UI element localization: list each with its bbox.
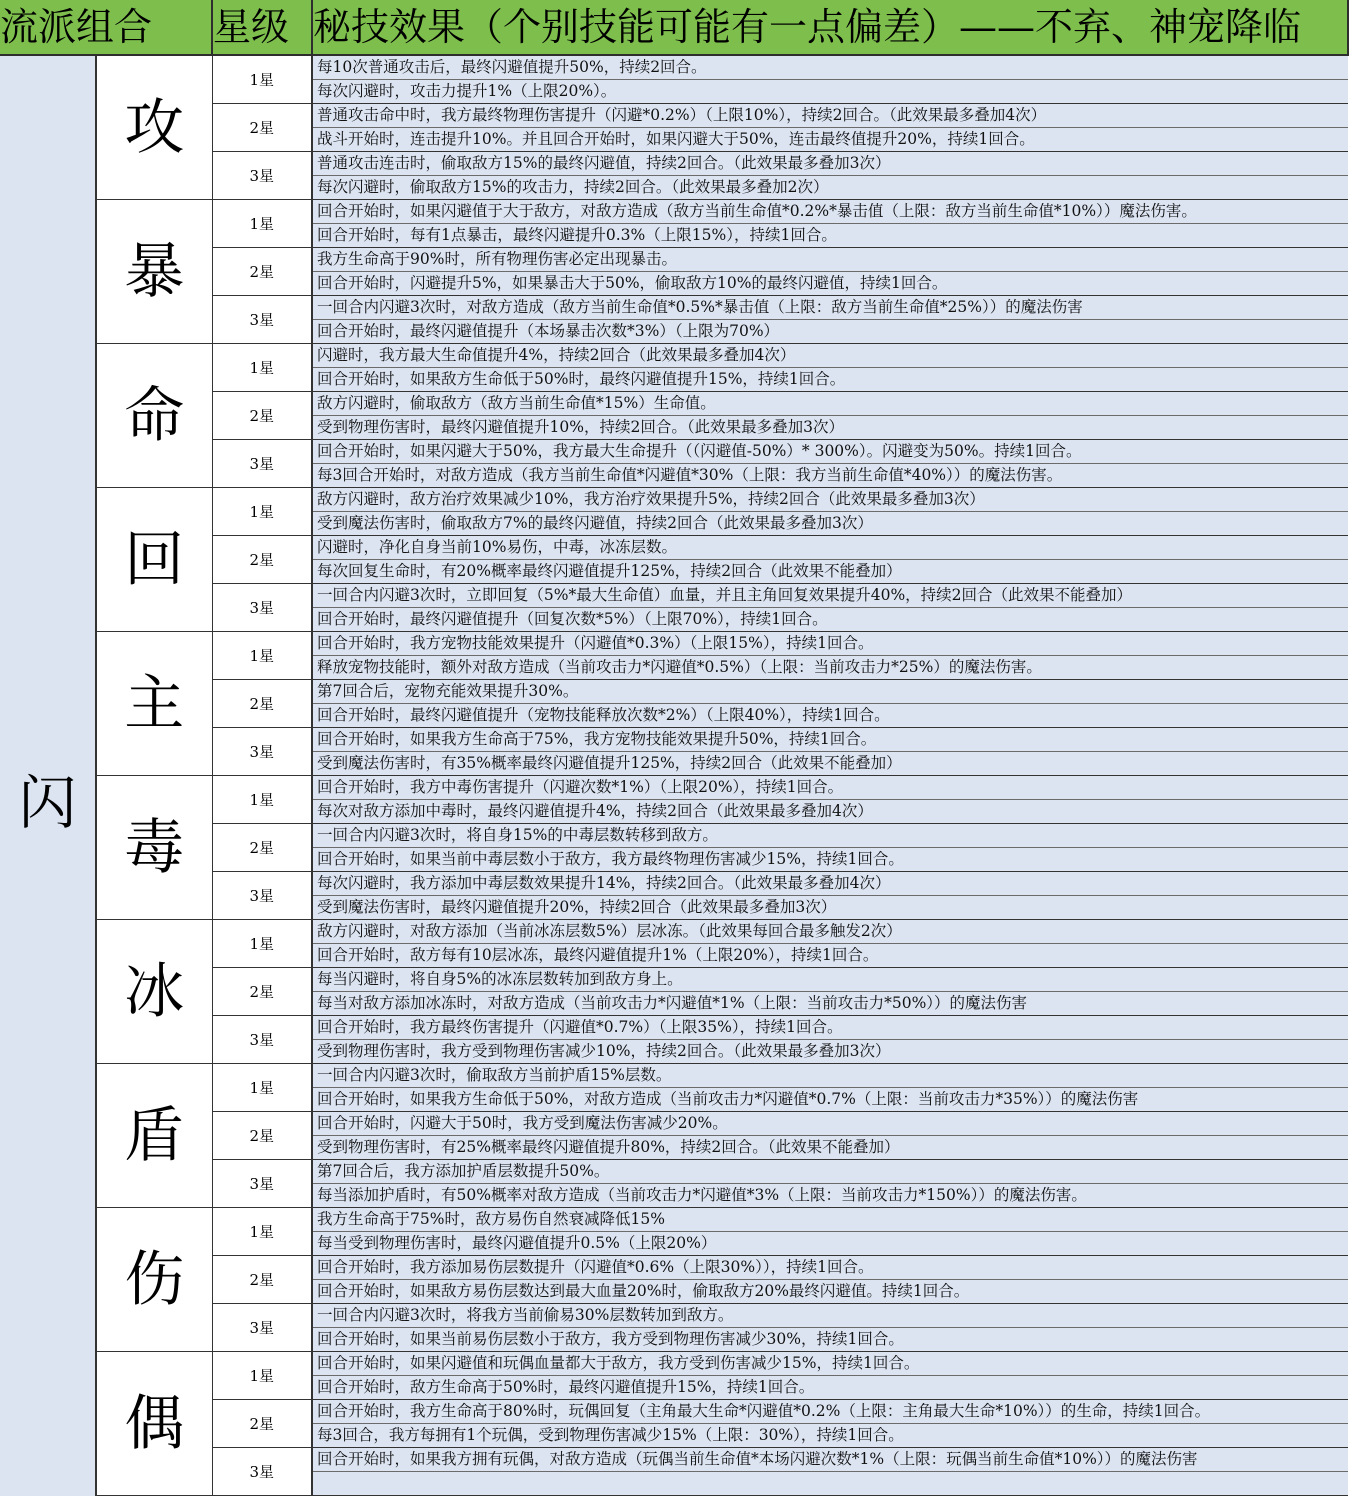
star-level-cell: 2星 bbox=[212, 1400, 312, 1448]
effect-cell: 敌方闪避时，偷取敌方（敌方当前生命值*15%）生命值。 bbox=[312, 392, 1348, 416]
star-level-cell: 2星 bbox=[212, 824, 312, 872]
star-level-cell: 1星 bbox=[212, 1352, 312, 1400]
table-row bbox=[0, 200, 1348, 224]
star-level-cell: 1星 bbox=[212, 488, 312, 536]
subgroup-cell bbox=[96, 776, 212, 920]
star-level-cell: 2星 bbox=[212, 104, 312, 152]
effect-cell: 每3回合开始时，对敌方造成（我方当前生命值*闪避值*30%（上限：我方当前生命值*40%））的魔法伤害。 bbox=[312, 464, 1348, 488]
header-star: 星级 bbox=[212, 0, 312, 55]
table-row bbox=[0, 776, 1348, 800]
header-effect: 秘技效果（个别技能可能有一点偏差）——不弃、神宠降临 bbox=[312, 0, 1348, 55]
effect-cell: 每3回合，我方每拥有1个玩偶，受到物理伤害减少15%（上限：30%），持续1回合。 bbox=[312, 1424, 1348, 1448]
category-label: 闪 bbox=[18, 769, 77, 837]
effect-cell: 受到魔法伤害时，有35%概率最终闪避值提升125%，持续2回合（此效果不能叠加） bbox=[312, 752, 1348, 776]
subgroup-cell bbox=[96, 632, 212, 776]
table-row bbox=[0, 632, 1348, 656]
effect-cell: 回合开始时，如果我方生命高于75%，我方宠物技能效果提升50%，持续1回合。 bbox=[312, 728, 1348, 752]
star-level-cell: 3星 bbox=[212, 152, 312, 200]
effect-cell: 回合开始时，最终闪避值提升（回复次数*5%）（上限70%），持续1回合。 bbox=[312, 608, 1348, 632]
effect-cell: 回合开始时，最终闪避值提升（宠物技能释放次数*2%）（上限40%），持续1回合。 bbox=[312, 704, 1348, 728]
table-row bbox=[0, 55, 1348, 80]
effect-cell: 受到魔法伤害时，最终闪避值提升20%，持续2回合（此效果最多叠加3次） bbox=[312, 896, 1348, 920]
star-level-cell: 3星 bbox=[212, 1016, 312, 1064]
star-level-cell: 3星 bbox=[212, 728, 312, 776]
effect-cell: 一回合内闪避3次时，将我方当前偷易30%层数转加到敌方。 bbox=[312, 1304, 1348, 1328]
effect-cell: 每次闪避时，我方添加中毒层数效果提升14%，持续2回合。（此效果最多叠加4次） bbox=[312, 872, 1348, 896]
subgroup-label: 攻 bbox=[124, 92, 185, 163]
effect-cell: 受到物理伤害时，有25%概率最终闪避值提升80%，持续2回合。（此效果不能叠加） bbox=[312, 1136, 1348, 1160]
effect-cell: 受到魔法伤害时，偷取敌方7%的最终闪避值，持续2回合（此效果最多叠加3次） bbox=[312, 512, 1348, 536]
subgroup-label: 命 bbox=[124, 380, 185, 451]
effect-cell: 回合开始时，我方最终伤害提升（闪避值*0.7%）（上限35%），持续1回合。 bbox=[312, 1016, 1348, 1040]
subgroup-cell bbox=[96, 488, 212, 632]
star-level-cell: 1星 bbox=[212, 344, 312, 392]
effect-cell: 回合开始时，我方生命高于80%时，玩偶回复（主角最大生命*闪避值*0.2%（上限：主角最大生命*10%））的生命，持续1回合。 bbox=[312, 1400, 1348, 1424]
effect-cell: 我方生命高于75%时，敌方易伤自然衰减降低15% bbox=[312, 1208, 1348, 1232]
star-level-cell: 1星 bbox=[212, 200, 312, 248]
effect-cell: 一回合内闪避3次时，将自身15%的中毒层数转移到敌方。 bbox=[312, 824, 1348, 848]
table-row bbox=[0, 488, 1348, 512]
subgroup-cell bbox=[96, 1208, 212, 1352]
star-level-cell: 3星 bbox=[212, 584, 312, 632]
table-row bbox=[0, 344, 1348, 368]
table-row bbox=[0, 1208, 1348, 1232]
subgroup-label: 暴 bbox=[124, 236, 185, 307]
effect-cell: 每次回复生命时，有20%概率最终闪避值提升125%，持续2回合（此效果不能叠加） bbox=[312, 560, 1348, 584]
effect-cell: 敌方闪避时，敌方治疗效果减少10%，我方治疗效果提升5%，持续2回合（此效果最多叠加3次） bbox=[312, 488, 1348, 512]
effect-cell: 每次对敌方添加中毒时，最终闪避值提升4%，持续2回合（此效果最多叠加4次） bbox=[312, 800, 1348, 824]
effect-cell bbox=[312, 1472, 1348, 1496]
subgroup-label: 毒 bbox=[124, 812, 185, 883]
effect-cell: 回合开始时，敌方生命高于50%时，最终闪避值提升15%，持续1回合。 bbox=[312, 1376, 1348, 1400]
subgroup-label: 冰 bbox=[124, 956, 185, 1027]
table-row bbox=[0, 1352, 1348, 1376]
subgroup-label: 主 bbox=[124, 668, 185, 739]
star-level-cell: 1星 bbox=[212, 1064, 312, 1112]
star-level-cell: 3星 bbox=[212, 440, 312, 488]
subgroup-cell bbox=[96, 55, 212, 200]
effect-cell: 回合开始时，如果闪避大于50%，我方最大生命提升（（闪避值-50%）* 300%）。闪避变为50%。持续1回合。 bbox=[312, 440, 1348, 464]
effect-cell: 受到物理伤害时，我方受到物理伤害减少10%，持续2回合。（此效果最多叠加3次） bbox=[312, 1040, 1348, 1064]
effect-cell: 回合开始时，如果我方拥有玩偶，对敌方造成（玩偶当前生命值*本场闪避次数*1%（上限：玩偶当前生命值*10%））的魔法伤害 bbox=[312, 1448, 1348, 1472]
effect-cell: 每次闪避时，偷取敌方15%的攻击力，持续2回合。（此效果最多叠加2次） bbox=[312, 176, 1348, 200]
subgroup-cell bbox=[96, 920, 212, 1064]
effect-cell: 战斗开始时，连击提升10%。并且回合开始时，如果闪避大于50%，连击最终值提升20%，持续1回合。 bbox=[312, 128, 1348, 152]
effect-cell: 每当闪避时，将自身5%的冰冻层数转加到敌方身上。 bbox=[312, 968, 1348, 992]
star-level-cell: 2星 bbox=[212, 248, 312, 296]
star-level-cell: 2星 bbox=[212, 1112, 312, 1160]
effect-cell: 回合开始时，如果当前易伤层数小于敌方，我方受到物理伤害减少30%，持续1回合。 bbox=[312, 1328, 1348, 1352]
effect-cell: 回合开始时，如果当前中毒层数小于敌方，我方最终物理伤害减少15%，持续1回合。 bbox=[312, 848, 1348, 872]
effect-cell: 闪避时，我方最大生命值提升4%，持续2回合（此效果最多叠加4次） bbox=[312, 344, 1348, 368]
effect-cell: 回合开始时，如果闪避值和玩偶血量都大于敌方，我方受到伤害减少15%，持续1回合。 bbox=[312, 1352, 1348, 1376]
header-category: 流派组合 bbox=[0, 0, 212, 55]
effect-cell: 回合开始时，如果我方生命低于50%，对敌方造成（当前攻击力*闪避值*0.7%（上限：当前攻击力*35%））的魔法伤害 bbox=[312, 1088, 1348, 1112]
effect-cell: 每当对敌方添加冰冻时，对敌方造成（当前攻击力*闪避值*1%（上限：当前攻击力*50%））的魔法伤害 bbox=[312, 992, 1348, 1016]
effect-cell: 一回合内闪避3次时，偷取敌方当前护盾15%层数。 bbox=[312, 1064, 1348, 1088]
effect-cell: 每次闪避时，攻击力提升1%（上限20%）。 bbox=[312, 80, 1348, 104]
star-level-cell: 2星 bbox=[212, 536, 312, 584]
effect-cell: 回合开始时，闪避大于50时，我方受到魔法伤害减少20%。 bbox=[312, 1112, 1348, 1136]
table-row bbox=[0, 920, 1348, 944]
effect-cell: 普通攻击命中时，我方最终物理伤害提升（闪避*0.2%）（上限10%），持续2回合。（此效果最多叠加4次） bbox=[312, 104, 1348, 128]
effect-cell: 释放宠物技能时，额外对敌方造成（当前攻击力*闪避值*0.5%）（上限：当前攻击力*25%）的魔法伤害。 bbox=[312, 656, 1348, 680]
effect-cell: 一回合内闪避3次时，对敌方造成（敌方当前生命值*0.5%*暴击值（上限：敌方当前生命值*25%））的魔法伤害 bbox=[312, 296, 1348, 320]
category-cell bbox=[0, 55, 96, 1496]
star-level-cell: 3星 bbox=[212, 296, 312, 344]
subgroup-label: 偶 bbox=[124, 1388, 185, 1459]
star-level-cell: 2星 bbox=[212, 968, 312, 1016]
effect-cell: 回合开始时，我方添加易伤层数提升（闪避值*0.6%（上限30%）），持续1回合。 bbox=[312, 1256, 1348, 1280]
effect-cell: 回合开始时，如果闪避值于大于敌方，对敌方造成（敌方当前生命值*0.2%*暴击值（上限：敌方当前生命值*10%））魔法伤害。 bbox=[312, 200, 1348, 224]
subgroup-cell bbox=[96, 344, 212, 488]
effect-cell: 每当添加护盾时，有50%概率对敌方造成（当前攻击力*闪避值*3%（上限：当前攻击力*150%））的魔法伤害。 bbox=[312, 1184, 1348, 1208]
effect-cell: 回合开始时，我方宠物技能效果提升（闪避值*0.3%）（上限15%），持续1回合。 bbox=[312, 632, 1348, 656]
effect-cell: 每10次普通攻击后，最终闪避值提升50%，持续2回合。 bbox=[312, 55, 1348, 80]
effect-cell: 第7回合后，我方添加护盾层数提升50%。 bbox=[312, 1160, 1348, 1184]
effect-cell: 回合开始时，如果敌方易伤层数达到最大血量20%时，偷取敌方20%最终闪避值。持续1回合。 bbox=[312, 1280, 1348, 1304]
table-row bbox=[0, 1064, 1348, 1088]
effect-cell: 敌方闪避时，对敌方添加（当前冰冻层数5%）层冰冻。（此效果每回合最多触发2次） bbox=[312, 920, 1348, 944]
subgroup-cell bbox=[96, 1064, 212, 1208]
star-level-cell: 1星 bbox=[212, 776, 312, 824]
subgroup-label: 盾 bbox=[124, 1100, 185, 1171]
star-level-cell: 1星 bbox=[212, 55, 312, 104]
star-level-cell: 3星 bbox=[212, 1448, 312, 1496]
effect-cell: 回合开始时，闪避提升5%，如果暴击大于50%，偷取敌方10%的最终闪避值，持续1回合。 bbox=[312, 272, 1348, 296]
effect-cell: 每当受到物理伤害时，最终闪避值提升0.5%（上限20%） bbox=[312, 1232, 1348, 1256]
header-row bbox=[0, 0, 1348, 55]
star-level-cell: 1星 bbox=[212, 920, 312, 968]
effect-cell: 回合开始时，如果敌方生命低于50%时，最终闪避值提升15%，持续1回合。 bbox=[312, 368, 1348, 392]
star-level-cell: 1星 bbox=[212, 1208, 312, 1256]
star-level-cell: 3星 bbox=[212, 872, 312, 920]
effect-cell: 一回合内闪避3次时，立即回复（5%*最大生命值）血量，并且主角回复效果提升40%，持续2回合（此效果不能叠加） bbox=[312, 584, 1348, 608]
subgroup-label: 伤 bbox=[124, 1244, 185, 1315]
effect-cell: 我方生命高于90%时，所有物理伤害必定出现暴击。 bbox=[312, 248, 1348, 272]
effect-cell: 回合开始时，我方中毒伤害提升（闪避次数*1%）（上限20%），持续1回合。 bbox=[312, 776, 1348, 800]
effect-cell: 闪避时，净化自身当前10%易伤，中毒，冰冻层数。 bbox=[312, 536, 1348, 560]
effect-cell: 受到物理伤害时，最终闪避值提升10%，持续2回合。（此效果最多叠加3次） bbox=[312, 416, 1348, 440]
star-level-cell: 3星 bbox=[212, 1304, 312, 1352]
star-level-cell: 3星 bbox=[212, 1160, 312, 1208]
subgroup-cell bbox=[96, 200, 212, 344]
star-level-cell: 2星 bbox=[212, 680, 312, 728]
effect-cell: 第7回合后，宠物充能效果提升30%。 bbox=[312, 680, 1348, 704]
subgroup-cell bbox=[96, 1352, 212, 1496]
star-level-cell: 2星 bbox=[212, 392, 312, 440]
star-level-cell: 2星 bbox=[212, 1256, 312, 1304]
effect-cell: 回合开始时，敌方每有10层冰冻，最终闪避值提升1%（上限20%），持续1回合。 bbox=[312, 944, 1348, 968]
effect-cell: 回合开始时，最终闪避值提升（本场暴击次数*3%）（上限为70%） bbox=[312, 320, 1348, 344]
star-level-cell: 1星 bbox=[212, 632, 312, 680]
subgroup-label: 回 bbox=[124, 524, 185, 595]
effect-cell: 回合开始时，每有1点暴击，最终闪避提升0.3%（上限15%），持续1回合。 bbox=[312, 224, 1348, 248]
effect-cell: 普通攻击连击时，偷取敌方15%的最终闪避值，持续2回合。（此效果最多叠加3次） bbox=[312, 152, 1348, 176]
